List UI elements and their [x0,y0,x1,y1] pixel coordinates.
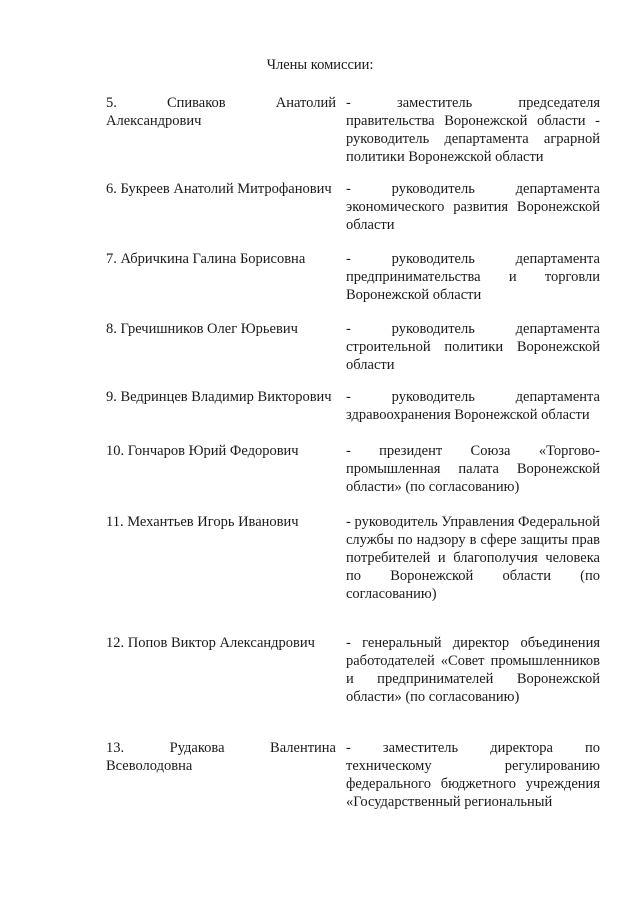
member-name: 5. Спиваков Анатолий Александрович [106,95,336,129]
member-role: - президент Союза «Торгово-промышленная палата Воронежской области» (по согласованию) [346,443,600,495]
member-role: - руководитель Управления Федеральной службы по надзору в сфере защиты прав потребителей и благополучия человека по Воронежской области (по согласованию) [346,514,600,602]
member-role: - руководитель департамента строительной политики Воронежской области [346,321,600,373]
member-role: - руководитель департамента здравоохранения Воронежской области [346,389,600,423]
member-name: 11. Механтьев Игорь Иванович [106,514,299,530]
member-name: 13. Рудакова Валентина Всеволодовна [106,740,336,774]
member-name: 8. Гречишников Олег Юрьевич [106,321,298,337]
member-role: - руководитель департамента экономического развития Воронежской области [346,181,600,233]
member-role: - генеральный директор объединения работодателей «Совет промышленников и предпринимателей Воронежской области» (по согласованию) [346,635,600,705]
member-role: - заместитель председателя правительства Воронежской области - руководитель департамента аграрной политики Воронежской области [346,95,600,165]
member-name: 12. Попов Виктор Александрович [106,635,315,651]
section-heading: Члены комиссии: [266,57,374,73]
member-role: - заместитель директора по техническому регулированию федерального бюджетного учреждения «Государственный региональный [346,740,600,810]
member-name: 9. Ведринцев Владимир Викторович [106,389,332,405]
member-name: 7. Абричкина Галина Борисовна [106,251,306,267]
member-name: 10. Гончаров Юрий Федорович [106,443,299,459]
member-role: - руководитель департамента предпринимательства и торговли Воронежской области [346,251,600,303]
member-name: 6. Букреев Анатолий Митрофанович [106,181,332,197]
